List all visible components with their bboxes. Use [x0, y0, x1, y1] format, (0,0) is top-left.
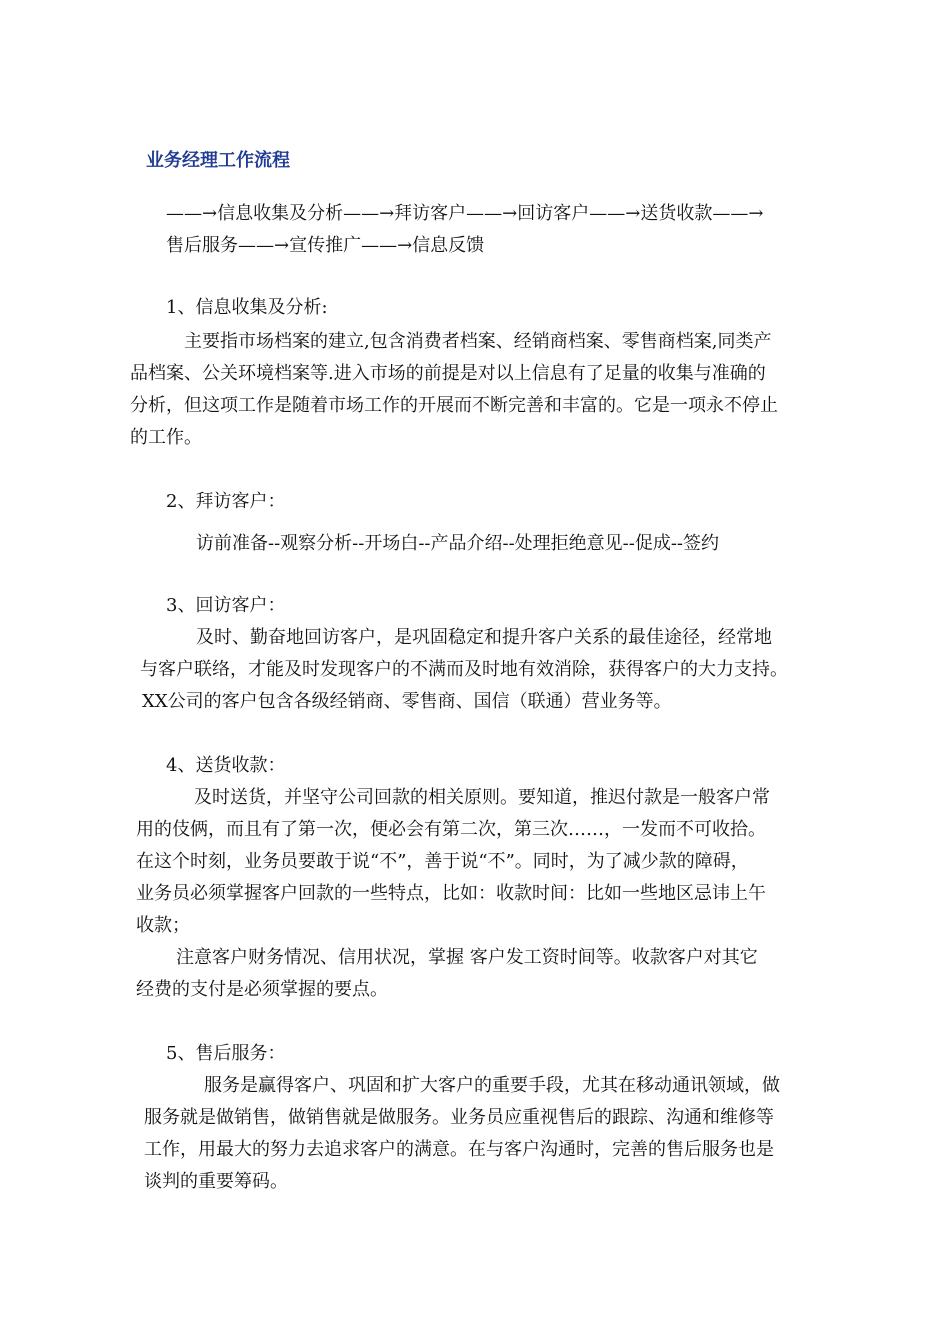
document-title: 业务经理工作流程: [146, 150, 290, 171]
section-1-line: 品档案、公关环境档案等.进入市场的前提是对以上信息有了足量的收集与准确的: [130, 363, 766, 384]
flow-line-1: ——→信息收集及分析——→拜访客户——→回访客户——→送货收款——→: [166, 203, 764, 224]
section-3-line: 与客户联络，才能及时发现客户的不满而及时地有效消除，获得客户的大力支持。: [140, 659, 788, 680]
section-5-line: 谈判的重要筹码。: [144, 1171, 288, 1192]
section-1-heading: 1、信息收集及分析:: [166, 297, 328, 318]
section-4-heading: 4、送货收款：: [166, 755, 286, 776]
section-3-heading: 3、回访客户：: [166, 595, 286, 616]
section-4-line: 收款；: [136, 915, 190, 936]
section-3-line: XX公司的客户包含各级经销商、零售商、国信（联通）营业务等。: [142, 691, 672, 712]
flow-line-2: 售后服务——→宣传推广——→信息反馈: [166, 235, 485, 256]
section-5-line: 服务是赢得客户、巩固和扩大客户的重要手段，尤其在移动通讯领域，做: [204, 1075, 780, 1096]
section-1-line: 的工作。: [130, 427, 202, 448]
section-4-line: 用的伎俩，而且有了第一次，便必会有第二次，第三次……，一发而不可收拾。: [136, 819, 766, 840]
section-2-line: 访前准备--观察分析--开场白--产品介绍--处理拒绝意见--促成--签约: [196, 533, 719, 554]
section-4-line: 及时送货，并坚守公司回款的相关原则。要知道，推迟付款是一般客户常: [194, 787, 770, 808]
section-4-line: 经费的支付是必须掌握的要点。: [136, 979, 388, 1000]
section-2-heading: 2、拜访客户：: [166, 491, 286, 512]
section-5-line: 工作，用最大的努力去追求客户的满意。在与客户沟通时，完善的售后服务也是: [144, 1139, 774, 1160]
section-4-line: 业务员必须掌握客户回款的一些特点，比如：收款时间：比如一些地区忌讳上午: [136, 883, 766, 904]
section-5-heading: 5、售后服务：: [166, 1043, 286, 1064]
section-1-line: 分析，但这项工作是随着市场工作的开展而不断完善和丰富的。它是一项永不停止: [130, 395, 778, 416]
section-4-line: 注意客户财务情况、信用状况，掌握 客户发工资时间等。收款客户对其它: [176, 947, 758, 968]
section-3-line: 及时、勤奋地回访客户，是巩固稳定和提升客户关系的最佳途径，经常地: [196, 627, 772, 648]
section-5-line: 服务就是做销售，做销售就是做服务。业务员应重视售后的跟踪、沟通和维修等: [144, 1107, 774, 1128]
section-4-line: 在这个时刻，业务员要敢于说“不”，善于说“不”。同时，为了减少款的障碍，: [136, 851, 749, 872]
section-1-line: 主要指市场档案的建立,包含消费者档案、经销商档案、零售商档案,同类产: [184, 331, 772, 352]
